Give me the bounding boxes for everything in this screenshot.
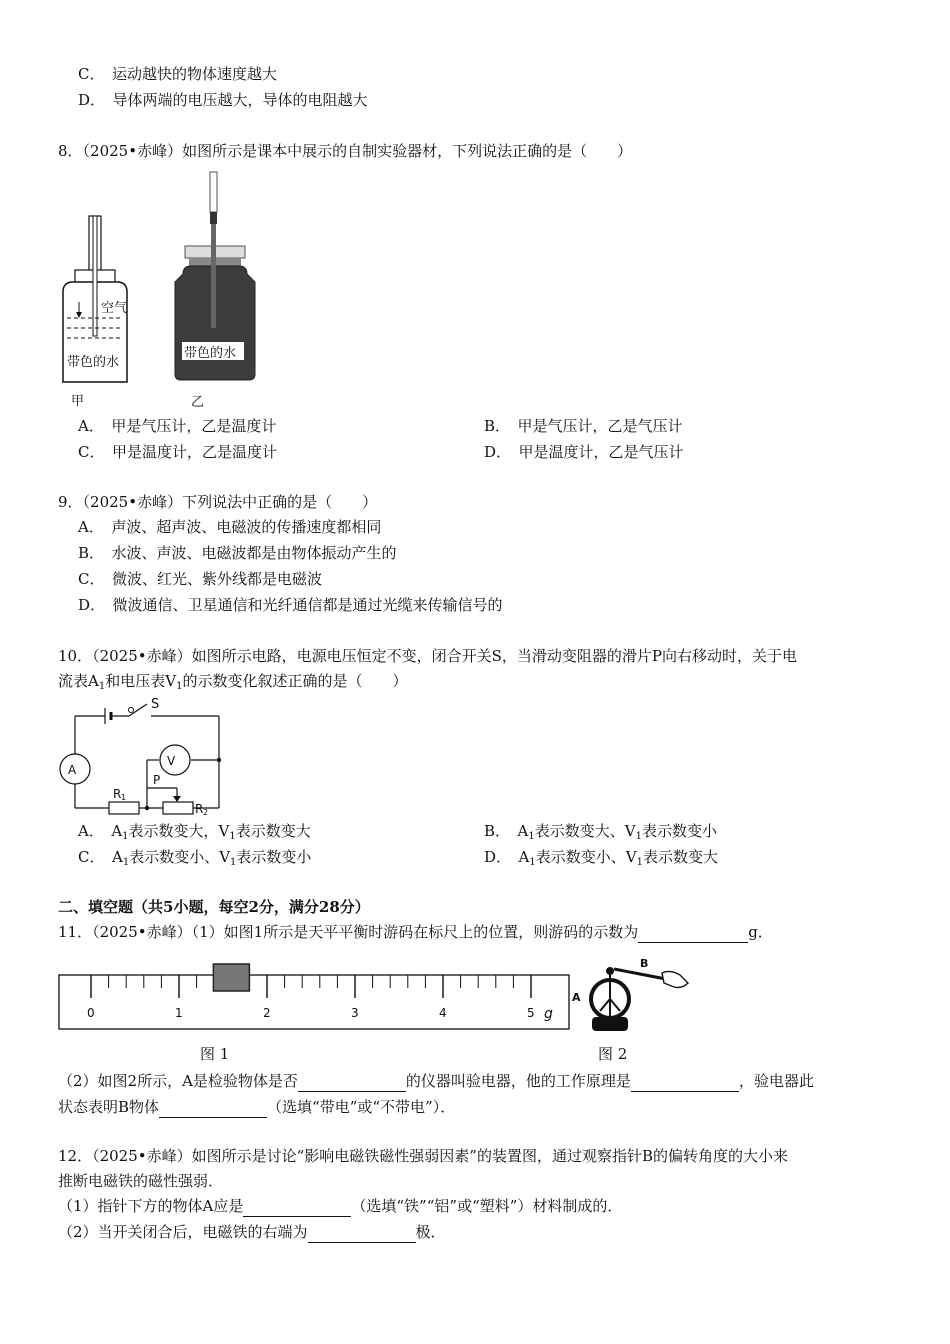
q11-answer-blank-1[interactable] (638, 922, 748, 943)
q10-option-d: D． $A_1$表示数变小、$V_1$表示数变大 (484, 848, 718, 868)
q12-answer-blank-2[interactable] (308, 1222, 416, 1243)
q12-answer-blank-1[interactable] (243, 1196, 351, 1217)
q11-answer-blank-2[interactable] (298, 1071, 406, 1092)
q12-part2: （2）当开关闭合后，电磁铁的右端为 极． (58, 1223, 446, 1241)
bottle-jia-air-label: 空气 (101, 301, 128, 316)
circuit-switch-label: S (151, 697, 160, 712)
q9-stem: 9．（2025•赤峰）下列说法中正确的是（ ） (58, 493, 378, 511)
q12-part1: （1）指针下方的物体A应是 （选填“铁”“铝”或“塑料”）材料制成的． (58, 1197, 623, 1215)
circuit-r1-label: R (113, 787, 122, 801)
q11-figure-1-ruler (58, 962, 573, 1034)
figure-1-caption: 图 1 (200, 1045, 230, 1063)
circuit-ammeter-label: A (68, 763, 77, 777)
ruler-tick-label: 3 (351, 1006, 359, 1020)
q9-option-c: C． 微波、红光、紫外线都是电磁波 (78, 570, 322, 588)
bottle-yi-diagram (175, 172, 255, 410)
q8-stem: 8．（2025•赤峰）如图所示是课本中展示的自制实验器材，下列说法正确的是（ ） (58, 142, 633, 160)
q12-stem-line1: 12．（2025•赤峰）如图所示是讨论“影响电磁铁磁性强弱因素”的装置图，通过观察指针B的偏转角度的大小来 (58, 1147, 788, 1165)
circuit-voltmeter-label: V (167, 754, 176, 768)
q12-stem-line2: 推断电磁铁的磁性强弱． (58, 1172, 224, 1190)
ruler-rider (213, 964, 249, 991)
electroscope-a-label: A (572, 991, 581, 1004)
bottle-jia-diagram (63, 216, 127, 409)
q8-option-c: C． 甲是温度计，乙是温度计 (78, 443, 277, 461)
ruler-tick-label: 1 (175, 1006, 183, 1020)
q10-stem-line2: 流表$A_1$和电压表$V_1$的示数变化叙述正确的是（ ） (58, 672, 408, 692)
q10-option-b: B． $A_1$表示数变大、$V_1$表示数变小 (484, 822, 717, 842)
electroscope-b-label: B (640, 957, 649, 970)
svg-text:1: 1 (121, 793, 127, 802)
svg-text:2: 2 (203, 808, 209, 817)
ruler-tick-label: 0 (87, 1006, 95, 1020)
q11-stem: 11．（2025•赤峰）（1）如图1所示是天平平衡时游码在标尺上的位置，则游码的示数为 g． (58, 923, 773, 941)
ruler-unit-label: g (544, 1006, 553, 1022)
circuit-slider-p-label: P (153, 773, 161, 787)
q8-option-d: D． 甲是温度计，乙是气压计 (484, 443, 684, 461)
q9-option-b: B． 水波、声波、电磁波都是由物体振动产生的 (78, 544, 397, 562)
q8-option-a: A． 甲是气压计，乙是温度计 (78, 417, 277, 435)
q10-option-c: C． $A_1$表示数变小、$V_1$表示数变小 (78, 848, 312, 868)
q7-option-c: C． 运动越快的物体速度越大 (78, 65, 277, 83)
q11-answer-blank-3[interactable] (631, 1071, 739, 1092)
q9-option-a: A． 声波、超声波、电磁波的传播速度都相同 (78, 518, 382, 536)
q10-circuit-diagram (55, 692, 255, 822)
q7-option-d: D． 导体两端的电压越大，导体的电阻越大 (78, 91, 368, 109)
ruler-tick-label: 4 (439, 1006, 447, 1020)
figure-2-caption: 图 2 (598, 1045, 628, 1063)
q10-option-a: A． $A_1$表示数变大，$V_1$表示数变大 (78, 822, 311, 842)
q8-option-b: B． 甲是气压计，乙是气压计 (484, 417, 683, 435)
q9-option-d: D． 微波通信、卫星通信和光纤通信都是通过光缆来传输信号的 (78, 596, 503, 614)
bottle-yi-caption: 乙 (191, 395, 205, 410)
circuit-r2-label: R (195, 802, 204, 816)
ruler-tick-label: 5 (527, 1006, 535, 1020)
q11-part2-line1: （2）如图2所示，A是检验物体是否 的仪器叫验电器，他的工作原理是 ，验电器此 (58, 1072, 814, 1090)
q11-figure-2-electroscope (570, 955, 695, 1035)
bottle-yi-water-label: 带色的水 (184, 346, 237, 361)
q8-figure (55, 170, 275, 410)
ruler-tick-label: 2 (263, 1006, 271, 1020)
q11-part2-line2: 状态表明B物体 （选填“带电”或“不带电”）． (58, 1098, 456, 1116)
bottle-jia-water-label: 带色的水 (67, 355, 120, 370)
bottle-jia-caption: 甲 (71, 394, 85, 409)
q10-stem-line1: 10．（2025•赤峰）如图所示电路，电源电压恒定不变，闭合开关S，当滑动变阻器的滑片P向右移动时，关于电 (58, 647, 797, 665)
q11-answer-blank-4[interactable] (159, 1097, 267, 1118)
section-heading: 二、填空题（共5小题，每空2分，满分28分） (58, 898, 370, 916)
